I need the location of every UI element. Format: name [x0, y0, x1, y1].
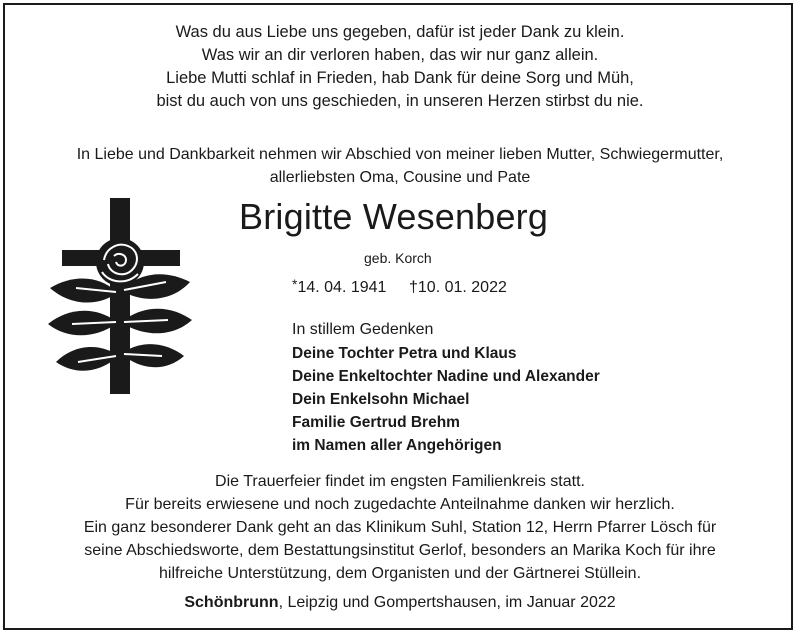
poem-line: Was du aus Liebe uns gegeben, dafür ist jeder Dank zu klein. — [175, 23, 625, 41]
intro-text — [0, 143, 800, 189]
mourner-item: Familie Gertrud Brehm — [292, 414, 460, 431]
death-date-value: 10. 01. 2022 — [417, 279, 507, 296]
closing-line: hilfreiche Unterstützung, dem Organisten und der Gärtnerei Stüllein. — [158, 565, 642, 582]
place-and-date — [0, 594, 800, 612]
place-rest: , Leipzig und Gompertshausen, im Januar 2022 — [278, 594, 616, 611]
birth-symbol: * — [292, 276, 298, 292]
mourners-list — [292, 318, 600, 457]
deceased-name: Brigitte Wesenberg — [239, 196, 549, 237]
place-town: Schönbrunn — [184, 594, 279, 611]
death-symbol: † — [409, 279, 418, 296]
mourners-lead: In stillem Gedenken — [292, 321, 434, 338]
birth-date-value: 14. 04. 1941 — [297, 279, 387, 296]
poem — [0, 21, 800, 113]
closing-line: Die Trauerfeier findet im engsten Familienkreis statt. — [215, 473, 585, 490]
birth-date — [292, 276, 387, 297]
poem-line: Liebe Mutti schlaf in Frieden, hab Dank für deine Sorg und Müh, — [166, 69, 634, 87]
death-date — [409, 279, 507, 297]
closing-text — [0, 470, 800, 585]
poem-line: Was wir an dir verloren haben, das wir nur ganz allein. — [201, 46, 599, 64]
mourner-item: im Namen aller Angehörigen — [292, 437, 502, 454]
closing-line: seine Abschiedsworte, dem Bestattungsinstitut Gerlof, besonders an Marika Koch für ihre — [84, 542, 716, 559]
birth-name: geb. Korch — [364, 250, 432, 266]
closing-line: Für bereits erwiesene und noch zugedachte Anteilnahme danken wir herzlich. — [125, 496, 675, 513]
mourner-item: Dein Enkelsohn Michael — [292, 391, 470, 408]
poem-line: bist du auch von uns geschieden, in unseren Herzen stirbst du nie. — [156, 92, 644, 110]
mourner-item: Deine Enkeltochter Nadine und Alexander — [292, 368, 600, 385]
mourner-item: Deine Tochter Petra und Klaus — [292, 345, 517, 362]
intro-line: allerliebsten Oma, Cousine und Pate — [269, 169, 531, 186]
closing-line: Ein ganz besonderer Dank geht an das Klinikum Suhl, Station 12, Herrn Pfarrer Lösch für — [83, 519, 717, 536]
intro-line: In Liebe und Dankbarkeit nehmen wir Abschied von meiner lieben Mutter, Schwiegermutter, — [76, 146, 724, 163]
cross-with-rose-icon — [46, 196, 196, 396]
